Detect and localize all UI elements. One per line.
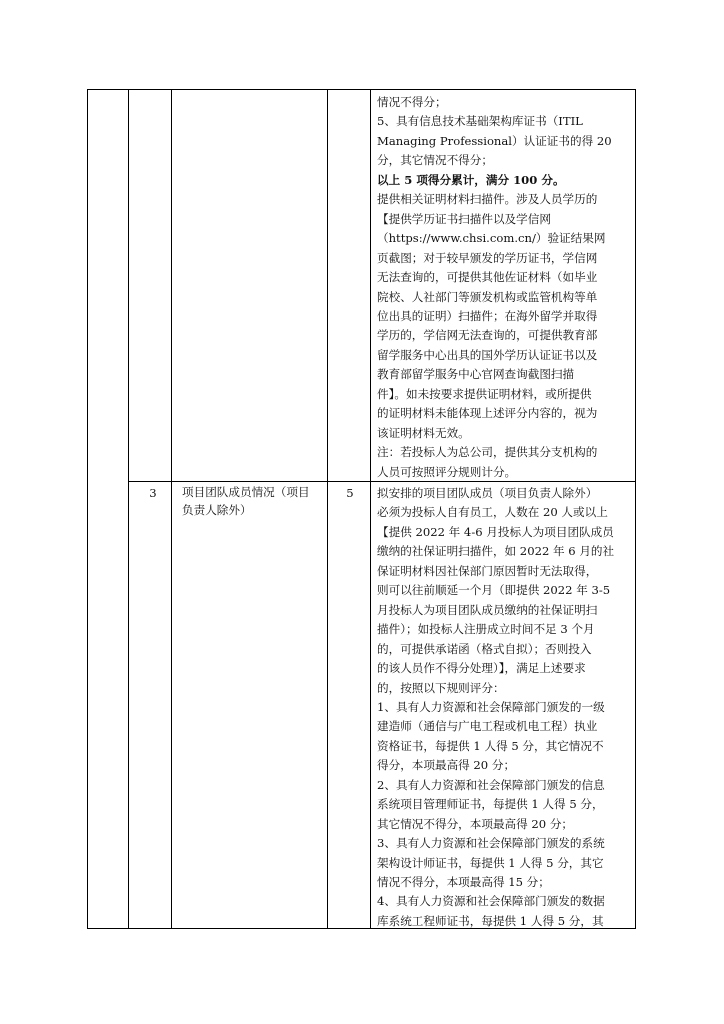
column-divider-1 [128,89,129,929]
description-line: 学历的，学信网无法查询的，可提供教育部 [377,328,598,343]
description-line: 【提供 2022 年 4-6 月投标人为项目团队成员 [377,524,614,539]
row-item-name [182,483,327,519]
description-line: 1、具有人力资源和社会保障部门颁发的一级 [377,699,605,714]
table-border-right [635,89,636,929]
description-line: 【提供学历证书扫描件以及学信网 [377,211,551,226]
description-line: 保证明材料因社保部门原因暂时无法取得， [377,563,598,578]
description-line: 建造师（通信与广电工程或机电工程）执业 [377,719,598,734]
description-line: 拟安排的项目团队成员（项目负责人除外） [377,486,598,500]
description-line: 以上 5 项得分累计，满分 100 分。 [377,172,565,187]
column-divider-4 [370,89,371,929]
description-line: （https://www.chsi.com.cn/）验证结果网 [377,231,606,246]
description-line: 提供相关证明材料扫描件。涉及人员学历的 [377,192,598,207]
description-line: 页截图；对于较早颁发的学历证书，学信网 [377,250,598,265]
description-line: 留学服务中心出具的国外学历认证证书以及 [377,347,598,362]
description-line: 的该人员作不得分处理）】，满足上述要求 [377,661,586,676]
description-line: 库系统工程师证书，每提供 1 人得 5 分，其 [377,913,604,928]
description-line: Managing Professional）认证证书的得 20 [377,133,612,148]
description-line: 人员可按照评分规则计分。 [377,464,517,479]
table-border-top [87,89,636,90]
description-line: 2、具有人力资源和社会保障部门颁发的信息 [377,777,605,792]
description-line: 的，按照以下规则评分： [377,680,505,695]
description-line: 注：若投标人为总公司，提供其分支机构的 [377,445,598,460]
description-line: 架构设计师证书，每提供 1 人得 5 分，其它 [377,855,604,870]
description-line: 缴纳的社保证明扫描件，如 2022 年 6 月的社 [377,544,615,559]
description-line: 系统项目管理师证书，每提供 1 人得 5 分， [377,797,604,812]
column-divider-2 [171,89,172,929]
row-divider [128,481,636,482]
table-border-left [87,89,88,929]
description-line: 位出具的证明）扫描件；在海外留学并取得 [377,308,598,323]
item-name-line: 项目团队成员情况（项目 [182,485,310,499]
description-line: 分，其它情况不得分； [377,153,493,168]
description-line: 件】。如未按要求提供证明材料，或所提供 [377,386,592,401]
description-line: 必须为投标人自有员工，人数在 20 人或以上 [377,505,608,520]
column-divider-3 [327,89,328,929]
description-line: 资格证书，每提供 1 人得 5 分，其它情况不 [377,738,604,753]
description-line: 的，可提供承诺函（格式自拟）；否则投入 [377,641,592,656]
row-number: 3 [149,486,157,500]
description-line: 则可以往前顺延一个月（即提供 2022 年 3-5 [377,583,611,598]
description-line: 月投标人为项目团队成员缴纳的社保证明扫 [377,602,598,617]
description-line: 3、具有人力资源和社会保障部门颁发的系统 [377,836,605,851]
description-line: 的证明材料未能体现上述评分内容的，视为 [377,406,598,421]
description-line: 其它情况不得分，本项最高得 20 分； [377,816,574,831]
description-line: 无法查询的，可提供其他佐证材料（如毕业 [377,270,598,285]
description-line: 情况不得分； [377,95,447,109]
item-name-line: 负责人除外） [182,503,252,518]
description-line: 描件）；如投标人注册成立时间不足 3 个月 [377,622,595,637]
description-line: 该证明材料无效。 [377,425,470,440]
description-line: 教育部留学服务中心官网查询截图扫描 [377,367,575,382]
description-line: 4、具有人力资源和社会保障部门颁发的数据 [377,894,605,909]
description-line: 得分，本项最高得 20 分； [377,758,516,773]
description-line: 院校、人社部门等颁发机构或监管机构等单 [377,289,598,304]
description-line: 情况不得分，本项最高得 15 分； [377,875,550,889]
description-line: 5、具有信息技术基础架构库证书（ITIL [377,114,583,129]
row-score: 5 [346,486,354,500]
